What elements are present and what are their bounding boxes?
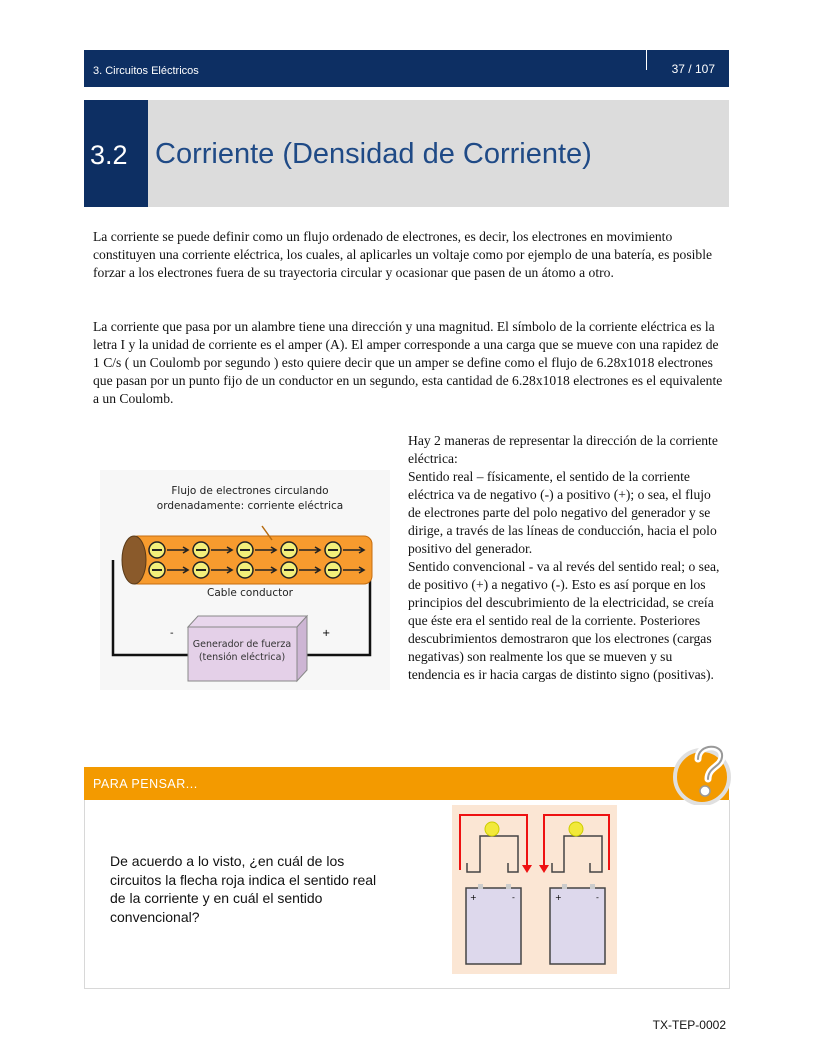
generator-label-1: Generador de fuerza [192,639,292,650]
direction-explanation [408,432,723,684]
section-number-box [84,100,148,207]
electron-flow-figure [100,470,390,690]
question-mark-icon [672,737,734,805]
minus-right: - [596,893,599,902]
document-code: TX-TEP-0002 [652,1018,726,1032]
plus-right: + [555,893,562,902]
paragraph-2: La corriente que pasa por un alambre tiene una dirección y una magnitud. El símbolo de la corriente eléctrica es la letra I y la unidad de corriente es el amper (A). El amper corresponde a una carga que se mueve con una rapidez de 1 C/s ( un Coulomb por segundo ) esto quiere decir que un amper se define como el flujo de 6.28x1018 electrones que pasan por un punto fijo de un conductor en un segundo, esta cantidad de 6.28x1018 electrones es el equivalente a un Coulomb. [93,319,723,406]
page-number: 37 / 107 [671,62,715,76]
generator-label-2: (tensión eléctrica) [198,652,286,663]
para-pensar-bar [84,767,729,800]
title-block [84,100,729,207]
header-divider [646,50,647,70]
direction-intro: Hay 2 maneras de representar la dirección de la corriente eléctrica: [408,433,718,466]
header-bar [84,50,729,87]
page-title: Corriente (Densidad de Corriente) [155,138,592,170]
plus-left: + [470,893,477,902]
minus-left: - [512,893,515,902]
question-text: De acuerdo a lo visto, ¿en cuál de los circuitos la flecha roja indica el sentido real de la corriente y en cuál el sentido convencional? [110,853,377,925]
circuits-figure [452,805,617,974]
section-number: 3.2 [90,140,128,170]
figure-caption-1: Flujo de electrones circulando [171,485,329,497]
minus-sign: - [170,628,174,639]
plus-sign: + [322,628,331,639]
figure-caption-2: ordenadamente: corriente eléctrica [156,500,344,512]
para-pensar-label: PARA PENSAR... [93,777,198,791]
paragraph-1: La corriente se puede definir como un flujo ordenado de electrones, es decir, los electrones en movimiento constituyen una corriente eléctrica, los cuales, al aplicarles un voltaje como por ejemplo de una batería, es posible forzar a los electrones fuera de su trayectoria circular y ocasionar que pasen de un átomo a otro. [93,229,713,280]
section-label: 3. Circuitos Eléctricos [93,65,199,77]
cable-label: Cable conductor [207,587,293,599]
real-direction-text: Sentido real – físicamente, el sentido de la corriente eléctrica va de negativo (-) a positivo (+); o sea, el flujo de electrones parte del polo negativo del generador y se dirige, a través de las líneas de conducción, hacia el polo positivo del generador. [408,469,717,556]
conventional-direction-text: Sentido convencional - va al revés del sentido real; o sea, de positivo (+) a negativo (-). Esto es así porque en los principios del descubrimiento de la electricidad, se creía que éste era el sentido real de la corriente. Posteriores descubrimientos demostraron que los electrones (cargas negativas) son realmente los que se mueven y su tendencia es ir hacia cargas de distinto signo (positivas). [408,559,720,682]
